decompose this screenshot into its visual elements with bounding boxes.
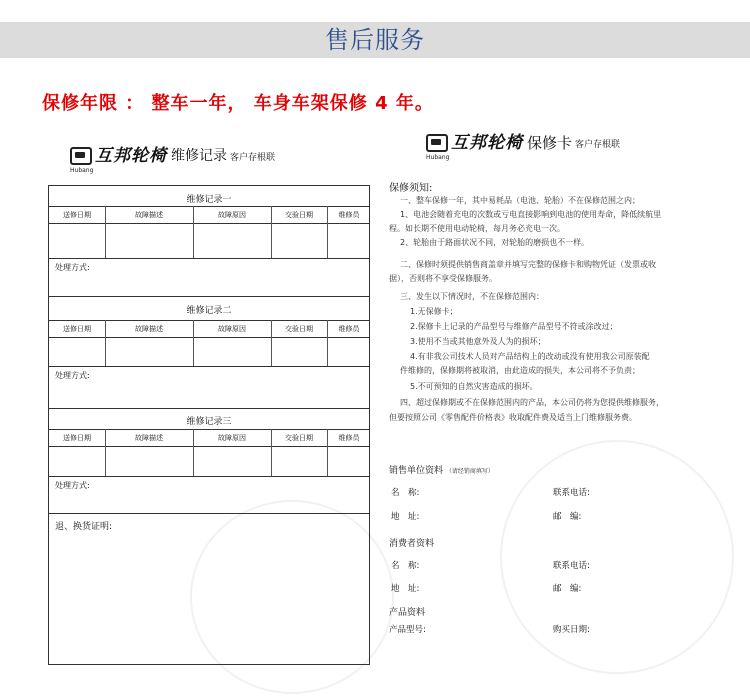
column-header: 维修员	[338, 325, 360, 333]
brand-name: 互邦轮椅	[451, 133, 523, 153]
brand-logo	[426, 134, 523, 152]
page-title: 售后服务	[325, 26, 425, 54]
notice-line: 1、电池会随着充电的次数或亏电直接影响到电池的使用寿命，降低续航里	[400, 210, 662, 219]
column-header: 送修日期	[63, 434, 91, 442]
product-title: 产品资料	[389, 608, 426, 618]
notice-line: 程。如长期不使用电动轮椅，每月务必充电一次。	[389, 224, 565, 233]
warranty-card-title: 保修卡	[527, 134, 573, 152]
notice-line: 据），否则将不享受保修服务。	[389, 274, 497, 283]
banner	[0, 22, 750, 58]
notice-line: 1.无保修卡；	[410, 307, 458, 316]
dealer-note: （请经销商填写）	[445, 468, 494, 475]
column-header: 故障原因	[218, 325, 246, 333]
section-title: 维修记录二	[186, 306, 232, 316]
repair-card-title: 维修记录	[171, 148, 227, 164]
notice-line: 三、发生以下情况时，不在保修范围内：	[400, 292, 544, 301]
notice-title: 保修须知:	[389, 183, 433, 194]
column-header: 故障描述	[135, 211, 163, 219]
column-header: 送修日期	[63, 211, 91, 219]
notice-line: 5.不可预知的自然灾害造成的损坏。	[410, 382, 538, 391]
brand-sub: Hubang	[426, 154, 450, 161]
repair-card-subtitle: 客户存根联	[230, 153, 276, 163]
dealer-title: 销售单位资料 （请经销商填写）	[389, 466, 494, 476]
notice-line: 一、整车保修一年，其中易耗品（电池、轮胎）不在保修范围之内；	[400, 196, 640, 205]
hubang-logo-icon	[426, 134, 448, 152]
refund-proof-label: 退、换货证明:	[55, 522, 113, 532]
column-header: 故障原因	[218, 434, 246, 442]
process-label: 处理方式:	[55, 371, 90, 380]
consumer-address-label: 地 址:	[391, 584, 420, 594]
process-label: 处理方式:	[55, 481, 90, 490]
notice-line: 2.保修卡上记录的产品型号与维修产品型号不符或涂改过；	[410, 322, 618, 331]
process-label: 处理方式:	[55, 263, 90, 272]
warranty-card-header	[426, 134, 620, 152]
column-header: 故障描述	[135, 325, 163, 333]
product-model-label: 产品型号:	[389, 625, 426, 635]
warranty-card-subtitle: 客户存根联	[575, 140, 621, 150]
consumer-zip-label: 邮 编:	[553, 584, 582, 594]
warranty-period-text: 保修年限 ： 整车一年， 车身车架保修 4 年。	[42, 93, 434, 114]
notice-line: 但要按照公司《零售配件价格表》收取配件费及适当上门维修服务费。	[389, 413, 637, 422]
consumer-title: 消费者资料	[389, 539, 435, 549]
dealer-address-label: 地 址:	[391, 512, 420, 522]
column-header: 交验日期	[285, 211, 313, 219]
notice-line: 2、轮胎由于路面状况不同，对轮胎的磨损也不一样。	[400, 238, 590, 247]
column-header: 故障描述	[135, 434, 163, 442]
column-header: 故障原因	[218, 211, 246, 219]
brand-sub: Hubang	[70, 167, 94, 174]
column-header: 送修日期	[63, 325, 91, 333]
watermark-seal	[500, 440, 734, 674]
dealer-phone-label: 联系电话:	[553, 488, 590, 498]
notice-line: 3.使用不当或其他意外及人为的损坏；	[410, 337, 546, 346]
notice-line: 4.有非我公司技术人员对产品结构上的改动或没有使用我公司原装配	[410, 352, 650, 361]
column-header: 交验日期	[285, 325, 313, 333]
column-header: 交验日期	[285, 434, 313, 442]
dealer-zip-label: 邮 编:	[553, 512, 582, 522]
consumer-name-label: 名 称:	[391, 561, 420, 571]
consumer-phone-label: 联系电话:	[553, 561, 590, 571]
notice-line: 四、超过保修期或不在保修范围内的产品，本公司仍将为您提供维修服务，	[400, 398, 664, 407]
column-header: 维修员	[338, 434, 360, 442]
hubang-logo-icon	[70, 147, 92, 165]
notice-line: 件维修的，保修期将被取消，由此造成的损失，本公司将不予负责；	[400, 366, 640, 375]
section-title: 维修记录三	[186, 417, 232, 427]
notice-line: 二、保修时须提供销售商盖章并填写完整的保修卡和购物凭证（发票或收	[400, 260, 656, 269]
section-title: 维修记录一	[186, 195, 232, 205]
brand-name: 互邦轮椅	[95, 146, 167, 166]
repair-card-header	[70, 147, 275, 165]
purchase-date-label: 购买日期:	[553, 625, 590, 635]
column-header: 维修员	[338, 211, 360, 219]
repair-record-table	[48, 185, 370, 665]
dealer-name-label: 名 称:	[391, 488, 420, 498]
brand-logo	[70, 147, 167, 165]
